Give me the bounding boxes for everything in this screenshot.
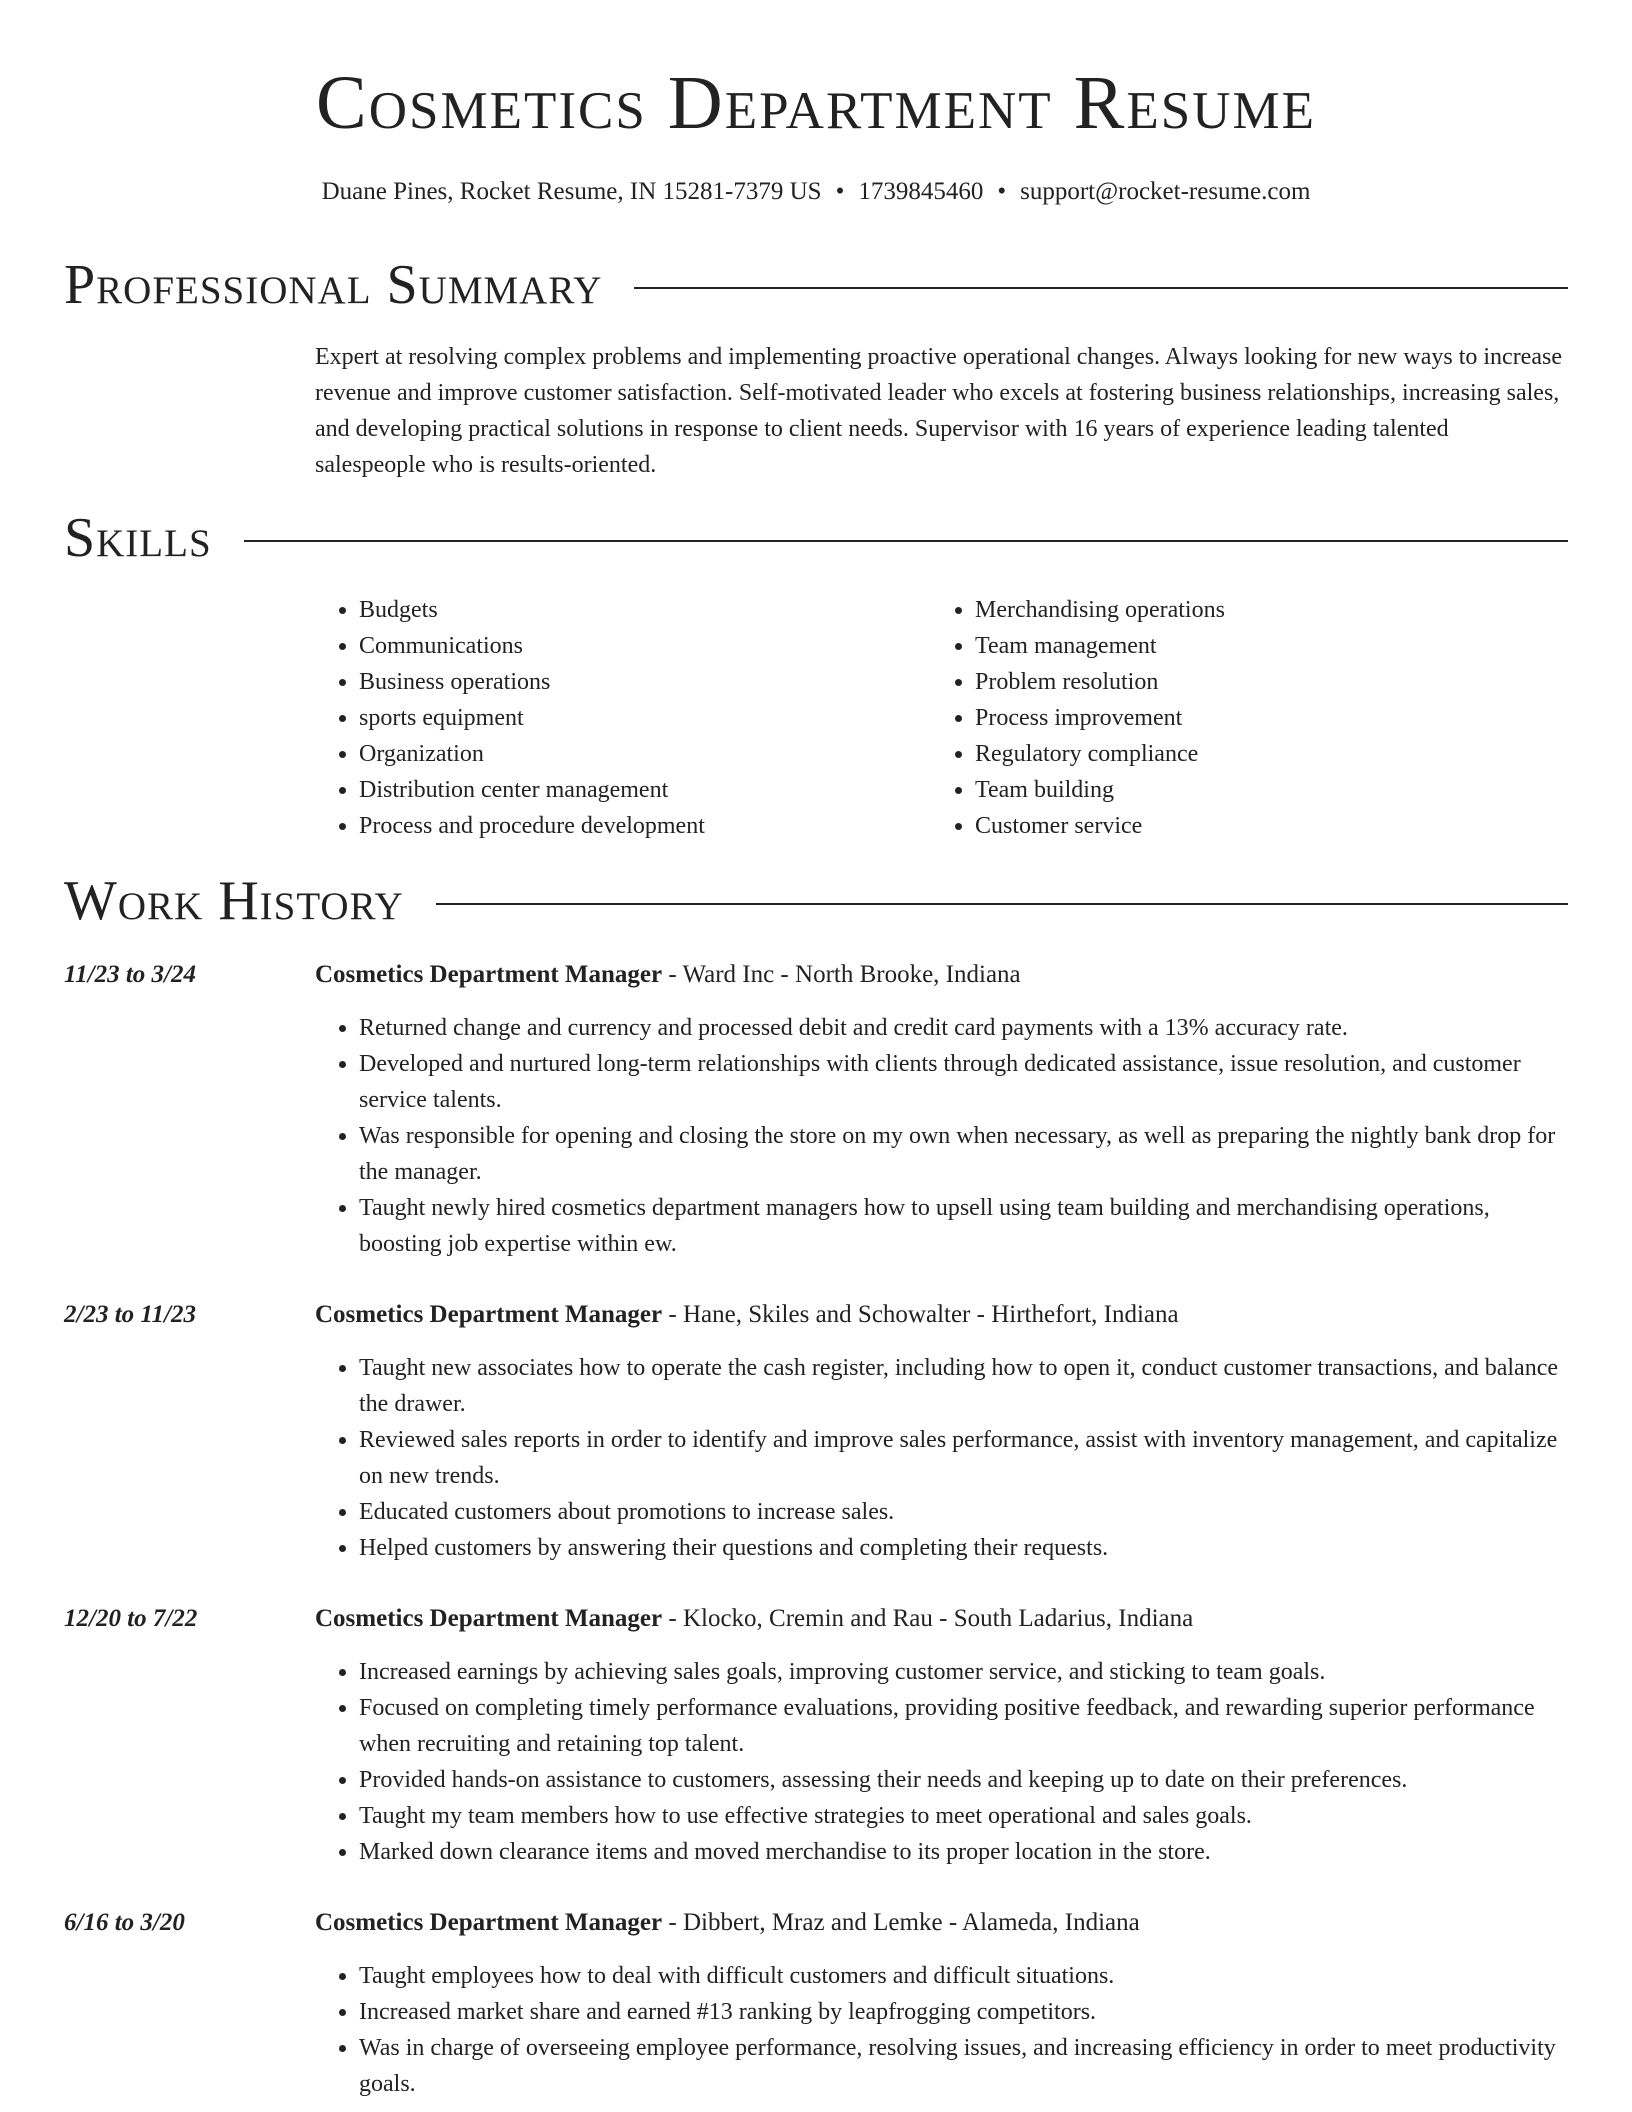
work-history-heading: Work History [64,870,404,932]
job-employer: - Hane, Skiles and Schowalter - Hirthefort, Indiana [662,1301,1179,1328]
job-duty: • Focused on completing timely performance evaluations, providing positive feedback, and rewarding superior performance when recruiting and retaining top talent. [359,1690,1568,1762]
job-duties [315,1350,1568,1566]
skill-item: • Team management [975,628,1547,664]
job-duties [315,1010,1568,1262]
section-divider [634,287,1568,289]
job-employer: - Ward Inc - North Brooke, Indiana [662,961,1021,988]
job-dates: 12/20 to 7/22 [64,1605,198,1632]
skill-item: • Merchandising operations [975,592,1547,628]
job-employer: - Klocko, Cremin and Rau - South Ladarius, Indiana [662,1605,1194,1632]
page-title: Cosmetics Department Resume [316,61,1316,145]
work-history-section-header [64,869,1568,933]
job-duty: • Provided hands-on assistance to customers, assessing their needs and keeping up to date on their preferences. [359,1762,1568,1798]
contact-separator: • [997,178,1007,205]
skill-item: • Problem resolution [975,664,1547,700]
job-role: Cosmetics Department Manager [315,1605,663,1632]
contact-separator: • [835,178,845,205]
job-duty: • Taught newly hired cosmetics department managers how to upsell using team building and merchandising operations, boosting job expertise within ew. [359,1190,1568,1262]
job-heading [315,958,1021,992]
job-duty: • Taught new associates how to operate the cash register, including how to open it, conduct customer transactions, and balance the drawer. [359,1350,1568,1422]
section-divider [244,540,1568,542]
job-duty: • Reviewed sales reports in order to identify and improve sales performance, assist with inventory management, and capitalize on new trends. [359,1422,1568,1494]
job-duty: • Developed and nurtured long-term relationships with clients through dedicated assistance, issue resolution, and customer service talents. [359,1046,1568,1118]
contact-email: support@rocket-resume.com [1020,178,1311,205]
skill-item: • Regulatory compliance [975,736,1547,772]
job-dates: 6/16 to 3/20 [64,1909,185,1936]
skill-item: • Customer service [975,808,1547,844]
skill-item: • Organization [359,736,931,772]
contact-address: Duane Pines, Rocket Resume, IN 15281-7379 US [321,178,822,205]
skills-section-header [64,506,1568,570]
skills-heading: Skills [64,507,212,569]
section-divider [436,903,1568,905]
skill-item: • Process improvement [975,700,1547,736]
job-role: Cosmetics Department Manager [315,1909,663,1936]
skill-item: • Process and procedure development [359,808,931,844]
contact-line [0,176,1632,208]
job-role: Cosmetics Department Manager [315,961,663,988]
job-heading [315,1298,1179,1332]
skill-item: • Business operations [359,664,931,700]
job-duty: • Was responsible for opening and closing the store on my own when necessary, as well as preparing the nightly bank drop for the manager. [359,1118,1568,1190]
job-duty: • Educated customers about promotions to increase sales. [359,1494,1568,1530]
skills-column-right [931,592,1547,844]
job-duties [315,1654,1568,1870]
skills-column-left [315,592,931,844]
job-duties [315,1958,1568,2102]
job-duty: • Taught my team members how to use effective strategies to meet operational and sales goals. [359,1798,1568,1834]
job-duty: • Was in charge of overseeing employee performance, resolving issues, and increasing efficiency in order to meet productivity goals. [359,2030,1568,2102]
summary-heading: Professional Summary [64,254,603,316]
job-employer: - Dibbert, Mraz and Lemke - Alameda, Indiana [662,1909,1140,1936]
skill-item: • Communications [359,628,931,664]
summary-section-header [64,253,1568,317]
job-heading [315,1906,1140,1940]
job-dates: 11/23 to 3/24 [64,961,196,988]
job-duty: • Taught employees how to deal with difficult customers and difficult situations. [359,1958,1568,1994]
job-duty: • Increased market share and earned #13 ranking by leapfrogging competitors. [359,1994,1568,2030]
skills-list [315,592,1565,844]
skill-item: • Distribution center management [359,772,931,808]
job-duty: • Helped customers by answering their questions and completing their requests. [359,1530,1568,1566]
job-heading [315,1602,1193,1636]
job-duty: • Marked down clearance items and moved merchandise to its proper location in the store. [359,1834,1568,1870]
job-dates: 2/23 to 11/23 [64,1301,196,1328]
job-role: Cosmetics Department Manager [315,1301,663,1328]
contact-phone: 1739845460 [858,178,984,205]
skill-item: • Budgets [359,592,931,628]
skill-item: • Team building [975,772,1547,808]
summary-text: Expert at resolving complex problems and implementing proactive operational changes. Always looking for new ways to increase revenue and improve customer satisfaction. Self-motivated leader who excels at fostering business relationships, increasing sales, and developing practical solutions in response to client needs. Supervisor with 16 years of experience leading talented salespeople who is results-oriented. [315,344,1562,478]
skill-item: • sports equipment [359,700,931,736]
job-duty: • Returned change and currency and processed debit and credit card payments with a 13% accuracy rate. [359,1010,1568,1046]
job-duty: • Increased earnings by achieving sales goals, improving customer service, and sticking to team goals. [359,1654,1568,1690]
